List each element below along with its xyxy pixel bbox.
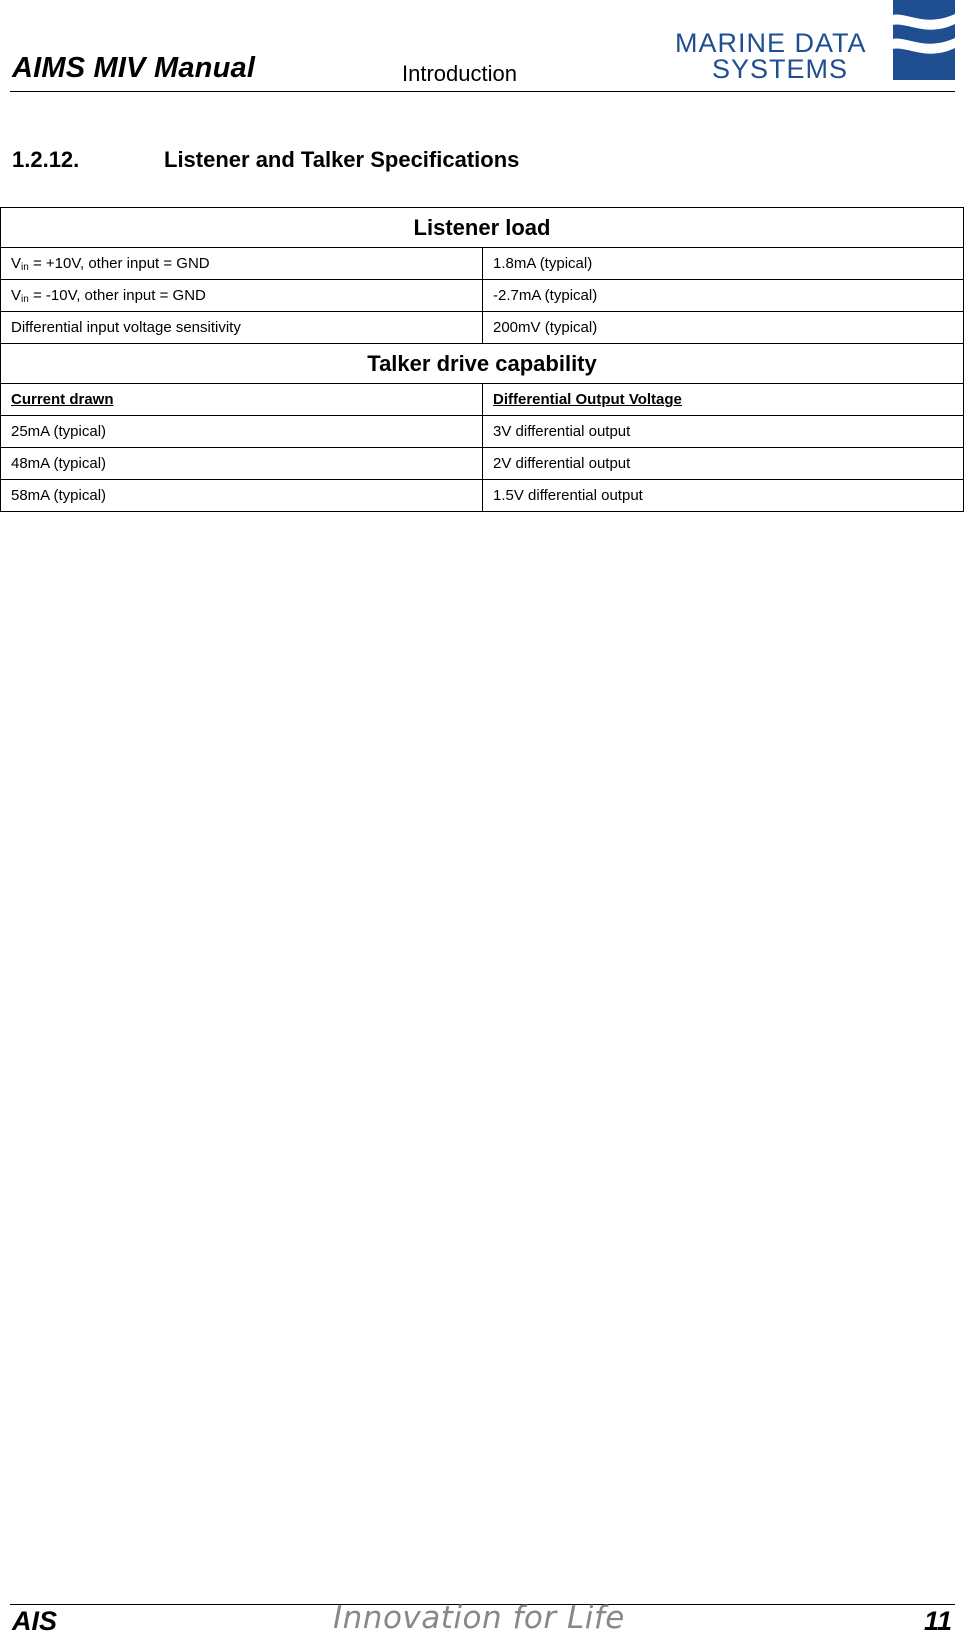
listener-param-cell: Differential input voltage sensitivity <box>1 312 483 344</box>
table-row <box>1 416 964 448</box>
footer-slogan: Innovation for Life <box>333 1600 625 1636</box>
talker-column-header-row <box>1 384 964 416</box>
listener-param-cell: $V_{in} = +10V$, other input = GND <box>1 248 483 280</box>
page-header <box>0 0 964 92</box>
talker-drive-header-row <box>1 344 964 384</box>
talker-current-cell: 48mA (typical) <box>1 448 483 480</box>
section-number: 1.2.12. <box>12 147 80 172</box>
specifications-table <box>0 207 964 512</box>
listener-value-cell: 200mV (typical) <box>483 312 964 344</box>
logo-text-line2: SYSTEMS <box>712 54 849 84</box>
listener-value-cell: 1.8mA (typical) <box>483 248 964 280</box>
table-row <box>1 312 964 344</box>
talker-voltage-cell: 3V differential output <box>483 416 964 448</box>
listener-value-cell: -2.7mA (typical) <box>483 280 964 312</box>
listener-load-header-row <box>1 208 964 248</box>
table-row <box>1 480 964 512</box>
talker-drive-title: Talker drive capability <box>1 344 964 384</box>
talker-current-cell: 25mA (typical) <box>1 416 483 448</box>
footer-product-label: AIS <box>12 1606 58 1636</box>
table-row <box>1 248 964 280</box>
header-section-name: Introduction <box>402 61 517 86</box>
talker-current-cell: 58mA (typical) <box>1 480 483 512</box>
talker-voltage-cell: 1.5V differential output <box>483 480 964 512</box>
table-row <box>1 280 964 312</box>
wave-mark-icon <box>885 0 955 84</box>
listener-param-cell: $V_{in} = -10V$, other input = GND <box>1 280 483 312</box>
talker-voltage-cell: 2V differential output <box>483 448 964 480</box>
header-divider <box>10 91 955 92</box>
page-number: 11 <box>923 1606 952 1636</box>
table-row <box>1 448 964 480</box>
section-title: Listener and Talker Specifications <box>164 147 520 172</box>
current-drawn-header: Current drawn <box>1 384 483 416</box>
company-logo <box>670 0 960 86</box>
differential-output-voltage-header: Differential Output Voltage <box>483 384 964 416</box>
document-title: AIMS MIV Manual <box>12 52 256 84</box>
section-heading <box>12 147 519 173</box>
logo-text-line1: MARINE DATA <box>675 28 867 58</box>
listener-load-title: Listener load <box>1 208 964 248</box>
